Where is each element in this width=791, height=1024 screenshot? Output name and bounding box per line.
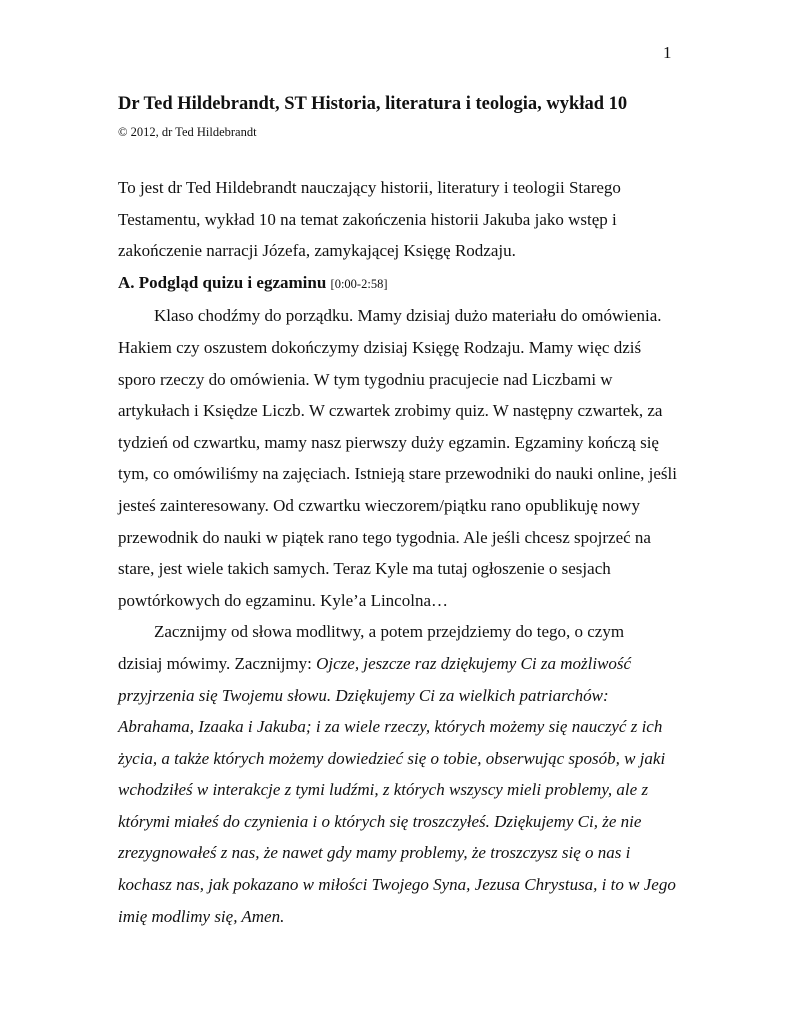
body-line [118,300,688,332]
prayer-line: imię modlimy się, Amen. [118,906,285,926]
body-line: tym, co omówiliśmy na zajęciach. Istnieją stare przewodniki do nauki online, jeśli [118,464,677,484]
intro-line: Testamentu, wykład 10 na temat zakończenia historii Jakuba jako wstęp i [118,209,617,229]
section-heading [118,267,688,301]
document-title: Dr Ted Hildebrandt, ST Historia, literatura i teologia, wykład 10 [118,94,628,114]
body-line [118,616,688,648]
body-line [118,648,688,680]
section-heading-text: A. Podgląd quizu i egzaminu [118,272,327,292]
body-line: przewodnik do nauki w piątek rano tego tygodnia. Ale jeśli chcesz spojrzeć na [118,527,651,547]
body-line: artykułach i Księdze Liczb. W czwartek zrobimy quiz. W następny czwartek, za [118,401,663,421]
section-timestamp: [0:00-2:58] [330,276,388,291]
intro-line: To jest dr Ted Hildebrandt nauczający historii, literatury i teologii Starego [118,178,621,197]
intro-paragraph [118,172,688,267]
prayer-line: wchodziłeś w interakcje z tymi ludźmi, z których wszyscy mieli problemy, ale z [118,780,649,800]
body-line: Hakiem czy oszustem dokończymy dzisiaj Księgę Rodzaju. Mamy więc dziś [118,337,642,357]
prayer-line: Abrahama, Izaaka i Jakuba; i za wiele rzeczy, których możemy się nauczyć z ich [118,717,663,737]
body-line: tydzień od czwartku, mamy nasz pierwszy duży egzamin. Egzaminy kończą się [118,432,659,452]
body-line: jesteś zainteresowany. Od czwartku wieczorem/piątku rano opublikuję nowy [118,495,640,515]
prayer-line: zrezygnowałeś z nas, że nawet gdy mamy problemy, że troszczysz się o nas i [118,843,631,863]
prayer-line: przyjrzenia się Twojemu słowu. Dziękujemy Ci za wielkich patriarchów: [118,685,609,705]
prayer-line: życia, a także których możemy dowiedzieć się o tobie, obserwując sposób, w jaki [118,748,666,768]
intro-line: zakończenie narracji Józefa, zamykającej Księgę Rodzaju. [118,241,516,261]
body-line-text: dzisiaj mówimy. Zacznijmy: [118,653,317,673]
copyright-line: © 2012, dr Ted Hildebrandt [118,125,257,139]
body-line-text: Klaso chodźmy do porządku. Mamy dzisiaj dużo materiału do omówienia. [154,306,662,326]
body-line: stare, jest wiele takich samych. Teraz Kyle ma tutaj ogłoszenie o sesjach [118,559,611,579]
prayer-line: którymi miałeś do czynienia i o których się troszczyłeś. Dziękujemy Ci, że nie [118,811,642,831]
body-paragraph-1 [118,300,688,616]
page-number: 1 [663,43,672,62]
prayer-line: kochasz nas, jak pokazano w miłości Twojego Syna, Jezusa Chrystusa, i to w Jego [118,875,676,895]
document-body [118,172,688,932]
prayer-text: Ojcze, jeszcze raz dziękujemy Ci za możliwość [316,653,632,673]
body-line: sporo rzeczy do omówienia. W tym tygodniu pracujecie nad Liczbami w [118,369,613,389]
body-line-text: Zacznijmy od słowa modlitwy, a potem przejdziemy do tego, o czym [154,622,625,642]
body-line: powtórkowych do egzaminu. Kyle’a Lincolna… [118,590,448,610]
body-paragraph-2 [118,616,688,932]
